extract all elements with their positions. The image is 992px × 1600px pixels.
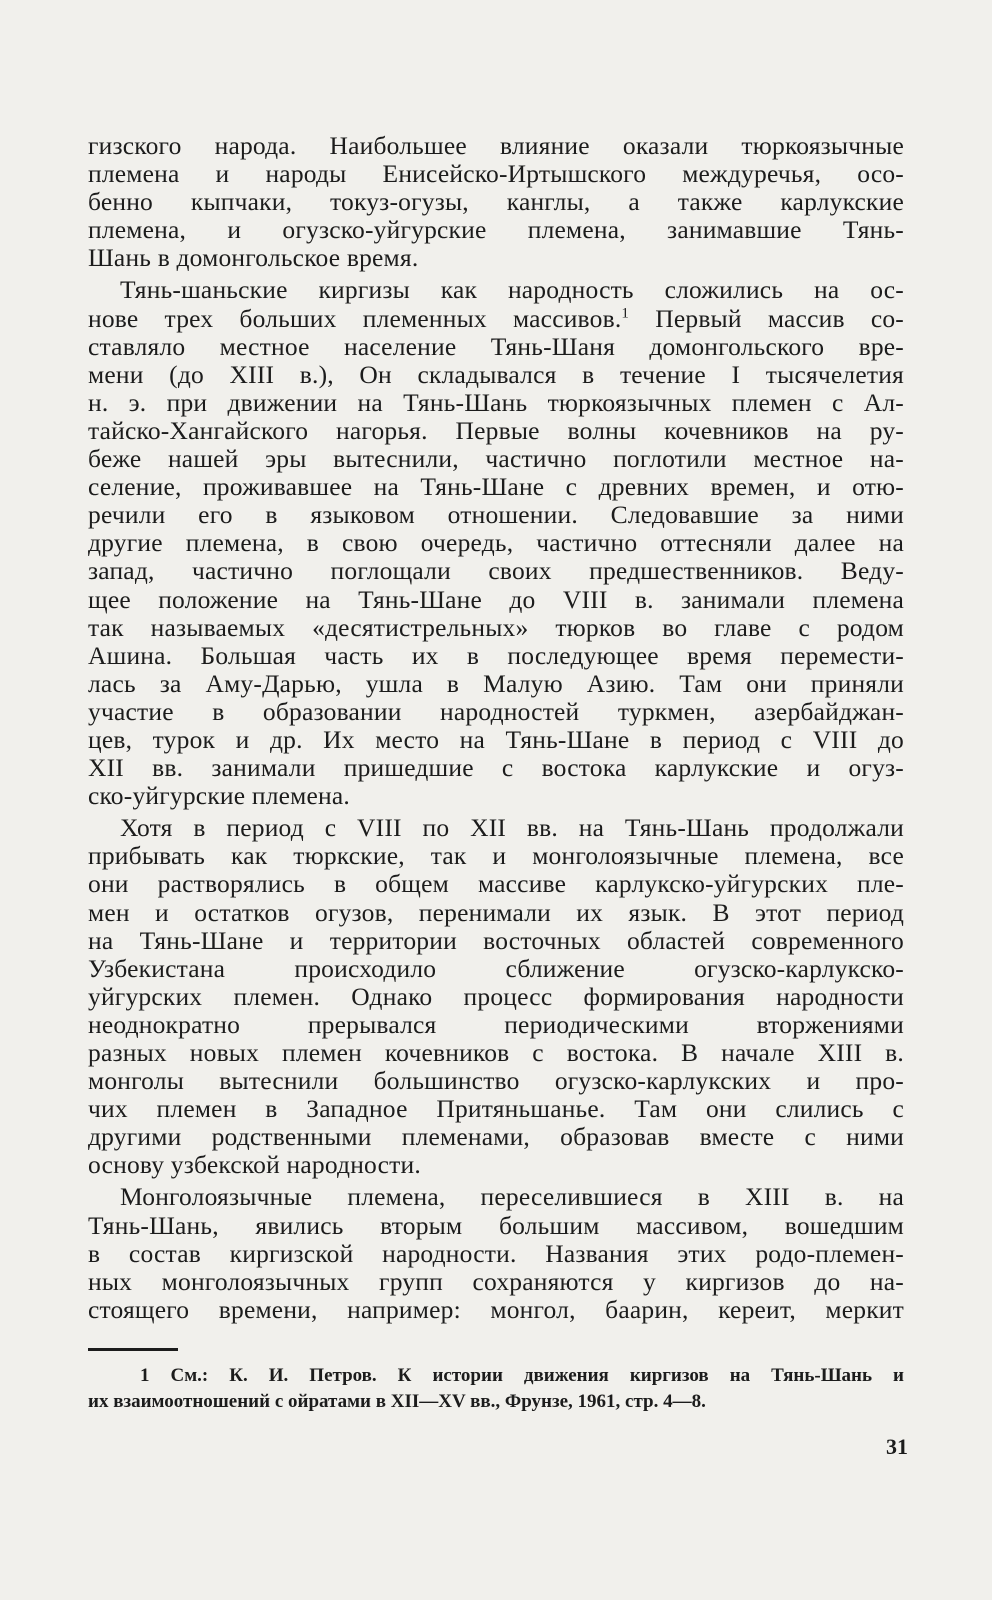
text-line: Монголоязычные племена, переселившиеся в XIII в. на <box>120 1182 904 1212</box>
text-fragment: нове трех больших племенных массивов. <box>88 303 622 333</box>
text-line: Шань в домонгольское время. <box>88 243 419 273</box>
footnote-line: их взаимоотношений с ойратами в XII—XV вв., Фрунзе, 1961, стр. 4—8. <box>88 1391 706 1412</box>
text-line: основу узбекской народности. <box>88 1150 421 1180</box>
text-line: уйгурских племен. Однако процесс формирования народности <box>88 981 904 1011</box>
text-line-with-footnote-ref <box>88 305 904 333</box>
text-fragment: Первый массив со- <box>629 303 904 333</box>
footnote-reference[interactable]: 1 <box>621 305 630 322</box>
text-line: прибывать как тюркские, так и монголоязычные племена, все <box>88 841 904 871</box>
text-line: н. э. при движении на Тянь-Шань тюркоязычных племен с Ал- <box>88 387 904 417</box>
text-line: стоящего времени, например: монгол, баарин, кереит, меркит <box>88 1294 904 1324</box>
text-line: ных монголоязычных групп сохраняются у киргизов до на- <box>88 1266 904 1296</box>
text-line: мени (до XIII в.), Он складывался в течение I тысячелетия <box>88 359 904 389</box>
text-line: тайско-Хангайского нагорья. Первые волны кочевников на ру- <box>88 415 904 445</box>
paragraph-3 <box>88 814 904 1179</box>
footnote-separator <box>88 1348 178 1351</box>
text-line: XII вв. занимали пришедшие с востока карлукские и огуз- <box>88 753 904 783</box>
footnote <box>88 1363 904 1415</box>
text-line: в состав киргизской народности. Названия этих родо-племен- <box>88 1238 904 1268</box>
main-text <box>88 132 904 1328</box>
text-line: ско-уйгурские племена. <box>88 781 350 811</box>
text-line: лась за Аму-Дарью, ушла в Малую Азию. Там они приняли <box>88 668 904 698</box>
text-line: неоднократно прерывался периодическими вторжениями <box>88 1009 904 1039</box>
text-line: Хотя в период с VIII по XII вв. на Тянь-Шань продолжали <box>120 813 904 843</box>
text-line: чих племен в Западное Притяньшанье. Там они слились с <box>88 1094 904 1124</box>
text-line: щее положение на Тянь-Шане до VIII в. занимали племена <box>88 584 904 614</box>
text-line: племена, и огузско-уйгурские племена, занимавшие Тянь- <box>88 215 904 245</box>
text-line: гизского народа. Наибольшее влияние оказали тюркоязычные <box>88 131 904 160</box>
text-line: речили его в языковом отношении. Следовавшие за ними <box>88 500 904 530</box>
footnote-text: См.: К. И. Петров. К истории движения киргизов на Тянь-Шань и <box>149 1365 904 1386</box>
text-line: монголы вытеснили большинство огузско-карлукских и про- <box>88 1066 904 1096</box>
footnote-marker: 1 <box>140 1365 150 1386</box>
paragraph-1 <box>88 132 904 272</box>
text-line: племена и народы Енисейско-Иртышского междуречья, осо- <box>88 159 904 189</box>
text-line: Ашина. Большая часть их в последующее время перемести- <box>88 640 904 670</box>
text-line: другими родственными племенами, образовав вместе с ними <box>88 1122 904 1152</box>
paragraph-4 <box>88 1183 904 1323</box>
text-line: разных новых племен кочевников с востока. В начале XIII в. <box>88 1038 904 1067</box>
text-line: Тянь-Шань, явились вторым большим массивом, вошедшим <box>88 1210 904 1240</box>
text-line: бенно кыпчаки, токуз-огузы, канглы, а также карлукские <box>88 187 904 217</box>
paragraph-2 <box>88 276 904 810</box>
footnote-line <box>88 1363 904 1389</box>
text-line: запад, частично поглощали своих предшественников. Веду- <box>88 556 904 586</box>
text-line: селение, проживавшее на Тянь-Шане с древних времен, и отю- <box>88 472 904 502</box>
page-number: 31 <box>886 1434 908 1459</box>
text-line: цев, турок и др. Их место на Тянь-Шане в период с VIII до <box>88 724 904 754</box>
text-line: Тянь-шаньские киргизы как народность сложились на ос- <box>120 275 904 305</box>
text-line: беже нашей эры вытеснили, частично поглотили местное на- <box>88 444 904 474</box>
text-line: другие племена, в свою очередь, частично оттесняли далее на <box>88 528 904 558</box>
text-line: участие в образовании народностей туркмен, азербайджан- <box>88 696 904 726</box>
text-line: мен и остатков огузов, перенимали их язык. В этот период <box>88 897 904 927</box>
text-line: так называемых «десятистрельных» тюрков во главе с родом <box>88 612 904 642</box>
text-line: ставляло местное население Тянь-Шаня домонгольского вре- <box>88 331 904 361</box>
text-line: на Тянь-Шане и территории восточных областей современного <box>88 925 904 955</box>
text-line: Узбекистана происходило сближение огузско-карлукско- <box>88 953 904 983</box>
text-line: они растворялись в общем массиве карлукско-уйгурских пле- <box>88 869 904 899</box>
